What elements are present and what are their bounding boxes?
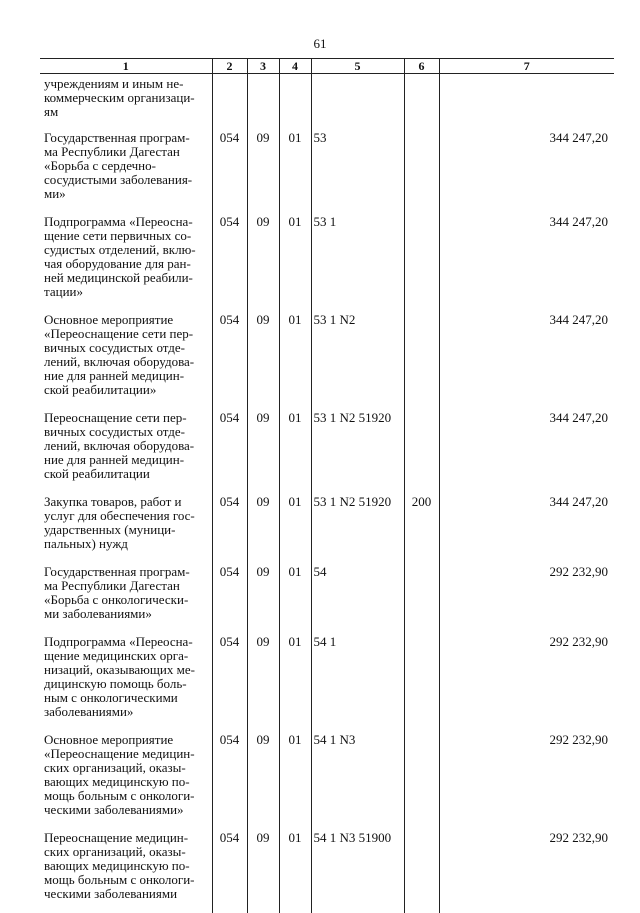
table-row [40, 213, 614, 311]
cell-text: Государственная програм- ма Республики Дагестан «Борьба с онкологически- ми заболеваниями» [44, 564, 190, 621]
cell-text: 54 1 N3 51900 [314, 830, 392, 845]
cell-text: Закупка товаров, работ и услуг для обеспечения гос- ударственных (муници- пальных) нужд [44, 494, 195, 551]
expense-type-cell [404, 731, 439, 829]
table-row [40, 731, 614, 829]
row-name-cell [40, 563, 212, 633]
table-body [40, 74, 614, 913]
target-article-cell [311, 129, 404, 213]
cell-text: 01 [289, 732, 302, 747]
code-cell [212, 213, 247, 311]
cell-text: 01 [289, 130, 302, 145]
row-name-cell [40, 129, 212, 213]
expense-type-cell [404, 563, 439, 633]
cell-text: Основное мероприятие «Переоснащение сети пер- вичных сосудистых отде- лений, включая оборудова- ние для ранней медицин- ской реабилитации» [44, 312, 194, 397]
section-cell [247, 731, 279, 829]
section-cell [247, 311, 279, 409]
code-cell [212, 311, 247, 409]
amount-cell [439, 731, 614, 829]
cell-text: 01 [289, 634, 302, 649]
cell-text: 54 [314, 564, 327, 579]
subsection-cell [279, 493, 311, 563]
column-header: 2 [212, 59, 247, 74]
budget-table [40, 58, 614, 913]
cell-text: 01 [289, 312, 302, 327]
code-cell [212, 633, 247, 731]
table-row [40, 633, 614, 731]
cell-text: 09 [257, 634, 270, 649]
cell-text: Переоснащение медицин- ских организаций, оказы- вающих медицинскую по- мощь больным с онкологи- ческими заболеваниями [44, 830, 195, 901]
code-cell [212, 563, 247, 633]
amount-cell [439, 74, 614, 130]
cell-text: 53 [314, 130, 327, 145]
amount-cell [439, 409, 614, 493]
cell-text: 054 [220, 732, 240, 747]
subsection-cell [279, 829, 311, 913]
row-name-cell [40, 409, 212, 493]
cell-text: 09 [257, 214, 270, 229]
code-cell [212, 74, 247, 130]
subsection-cell [279, 633, 311, 731]
cell-text: 09 [257, 564, 270, 579]
cell-text: 01 [289, 410, 302, 425]
column-header: 4 [279, 59, 311, 74]
cell-text: 054 [220, 830, 240, 845]
section-cell [247, 213, 279, 311]
cell-text: 09 [257, 494, 270, 509]
cell-text: 53 1 [314, 214, 337, 229]
expense-type-cell [404, 493, 439, 563]
cell-text: 054 [220, 634, 240, 649]
cell-text: 054 [220, 312, 240, 327]
row-name-cell [40, 74, 212, 130]
cell-text: 54 1 [314, 634, 337, 649]
row-name-cell [40, 213, 212, 311]
target-article-cell [311, 493, 404, 563]
section-cell [247, 493, 279, 563]
cell-text: 09 [257, 732, 270, 747]
cell-text: Переоснащение сети пер- вичных сосудистых отде- лений, включая оборудова- ние для ранней медицин- ской реабилитации [44, 410, 194, 481]
amount-cell [439, 311, 614, 409]
amount-cell [439, 493, 614, 563]
subsection-cell [279, 74, 311, 130]
column-header: 1 [40, 59, 212, 74]
cell-text: 53 1 N2 51920 [314, 410, 392, 425]
code-cell [212, 829, 247, 913]
cell-text: 054 [220, 410, 240, 425]
cell-text: 01 [289, 830, 302, 845]
expense-type-cell [404, 311, 439, 409]
cell-text: 09 [257, 130, 270, 145]
cell-text: 200 [412, 494, 432, 509]
cell-text: Основное мероприятие «Переоснащение медицин- ских организаций, оказы- вающих медицинскую по- мощь больным с онкологи- ческими заболеваниями» [44, 732, 195, 817]
page-number: 61 [0, 36, 640, 52]
target-article-cell [311, 213, 404, 311]
amount-cell [439, 633, 614, 731]
target-article-cell [311, 731, 404, 829]
amount-cell [439, 563, 614, 633]
section-cell [247, 829, 279, 913]
cell-text: Государственная програм- ма Республики Дагестан «Борьба с сердечно- сосудистыми заболевания- ми» [44, 130, 192, 201]
section-cell [247, 633, 279, 731]
cell-text: 054 [220, 494, 240, 509]
cell-text: 344 247,20 [550, 494, 609, 509]
subsection-cell [279, 311, 311, 409]
section-cell [247, 74, 279, 130]
cell-text: 292 232,90 [550, 732, 609, 747]
subsection-cell [279, 129, 311, 213]
cell-text: 53 1 N2 [314, 312, 356, 327]
row-name-cell [40, 633, 212, 731]
cell-text: 292 232,90 [550, 634, 609, 649]
expense-type-cell [404, 633, 439, 731]
cell-text: учреждениям и иным не- коммерческим организаци- ям [44, 76, 195, 119]
cell-text: 01 [289, 214, 302, 229]
target-article-cell [311, 311, 404, 409]
expense-type-cell [404, 829, 439, 913]
row-name-cell [40, 493, 212, 563]
target-article-cell [311, 563, 404, 633]
cell-text: 344 247,20 [550, 214, 609, 229]
cell-text: 054 [220, 214, 240, 229]
expense-type-cell [404, 213, 439, 311]
table-row [40, 493, 614, 563]
cell-text: 01 [289, 494, 302, 509]
amount-cell [439, 213, 614, 311]
cell-text: 09 [257, 312, 270, 327]
row-name-cell [40, 311, 212, 409]
subsection-cell [279, 213, 311, 311]
cell-text: 54 1 N3 [314, 732, 356, 747]
column-header: 7 [439, 59, 614, 74]
column-header: 3 [247, 59, 279, 74]
cell-text: 53 1 N2 51920 [314, 494, 392, 509]
cell-text: Подпрограмма «Переосна- щение сети первичных со- судистых отделений, вклю- чая оборудование для ран- ней медицинской реабили- тации» [44, 214, 196, 299]
section-cell [247, 409, 279, 493]
section-cell [247, 129, 279, 213]
cell-text: 292 232,90 [550, 564, 609, 579]
cell-text: 09 [257, 830, 270, 845]
target-article-cell [311, 633, 404, 731]
code-cell [212, 731, 247, 829]
subsection-cell [279, 563, 311, 633]
table-header-row [40, 59, 614, 74]
cell-text: 344 247,20 [550, 312, 609, 327]
column-header: 5 [311, 59, 404, 74]
cell-text: 054 [220, 564, 240, 579]
table-row [40, 829, 614, 913]
table-row [40, 563, 614, 633]
code-cell [212, 129, 247, 213]
amount-cell [439, 129, 614, 213]
code-cell [212, 493, 247, 563]
amount-cell [439, 829, 614, 913]
subsection-cell [279, 731, 311, 829]
subsection-cell [279, 409, 311, 493]
column-header: 6 [404, 59, 439, 74]
code-cell [212, 409, 247, 493]
row-name-cell [40, 731, 212, 829]
cell-text: 344 247,20 [550, 410, 609, 425]
cell-text: Подпрограмма «Переосна- щение медицинских орга- низаций, оказывающих ме- дицинскую помощь боль- ным с онкологическими заболеваниями» [44, 634, 195, 719]
target-article-cell [311, 409, 404, 493]
target-article-cell [311, 74, 404, 130]
cell-text: 054 [220, 130, 240, 145]
table-row [40, 409, 614, 493]
cell-text: 292 232,90 [550, 830, 609, 845]
row-name-cell [40, 829, 212, 913]
cell-text: 344 247,20 [550, 130, 609, 145]
target-article-cell [311, 829, 404, 913]
expense-type-cell [404, 409, 439, 493]
cell-text: 01 [289, 564, 302, 579]
table-row [40, 311, 614, 409]
table-row [40, 129, 614, 213]
expense-type-cell [404, 129, 439, 213]
table-row [40, 74, 614, 130]
expense-type-cell [404, 74, 439, 130]
section-cell [247, 563, 279, 633]
cell-text: 09 [257, 410, 270, 425]
